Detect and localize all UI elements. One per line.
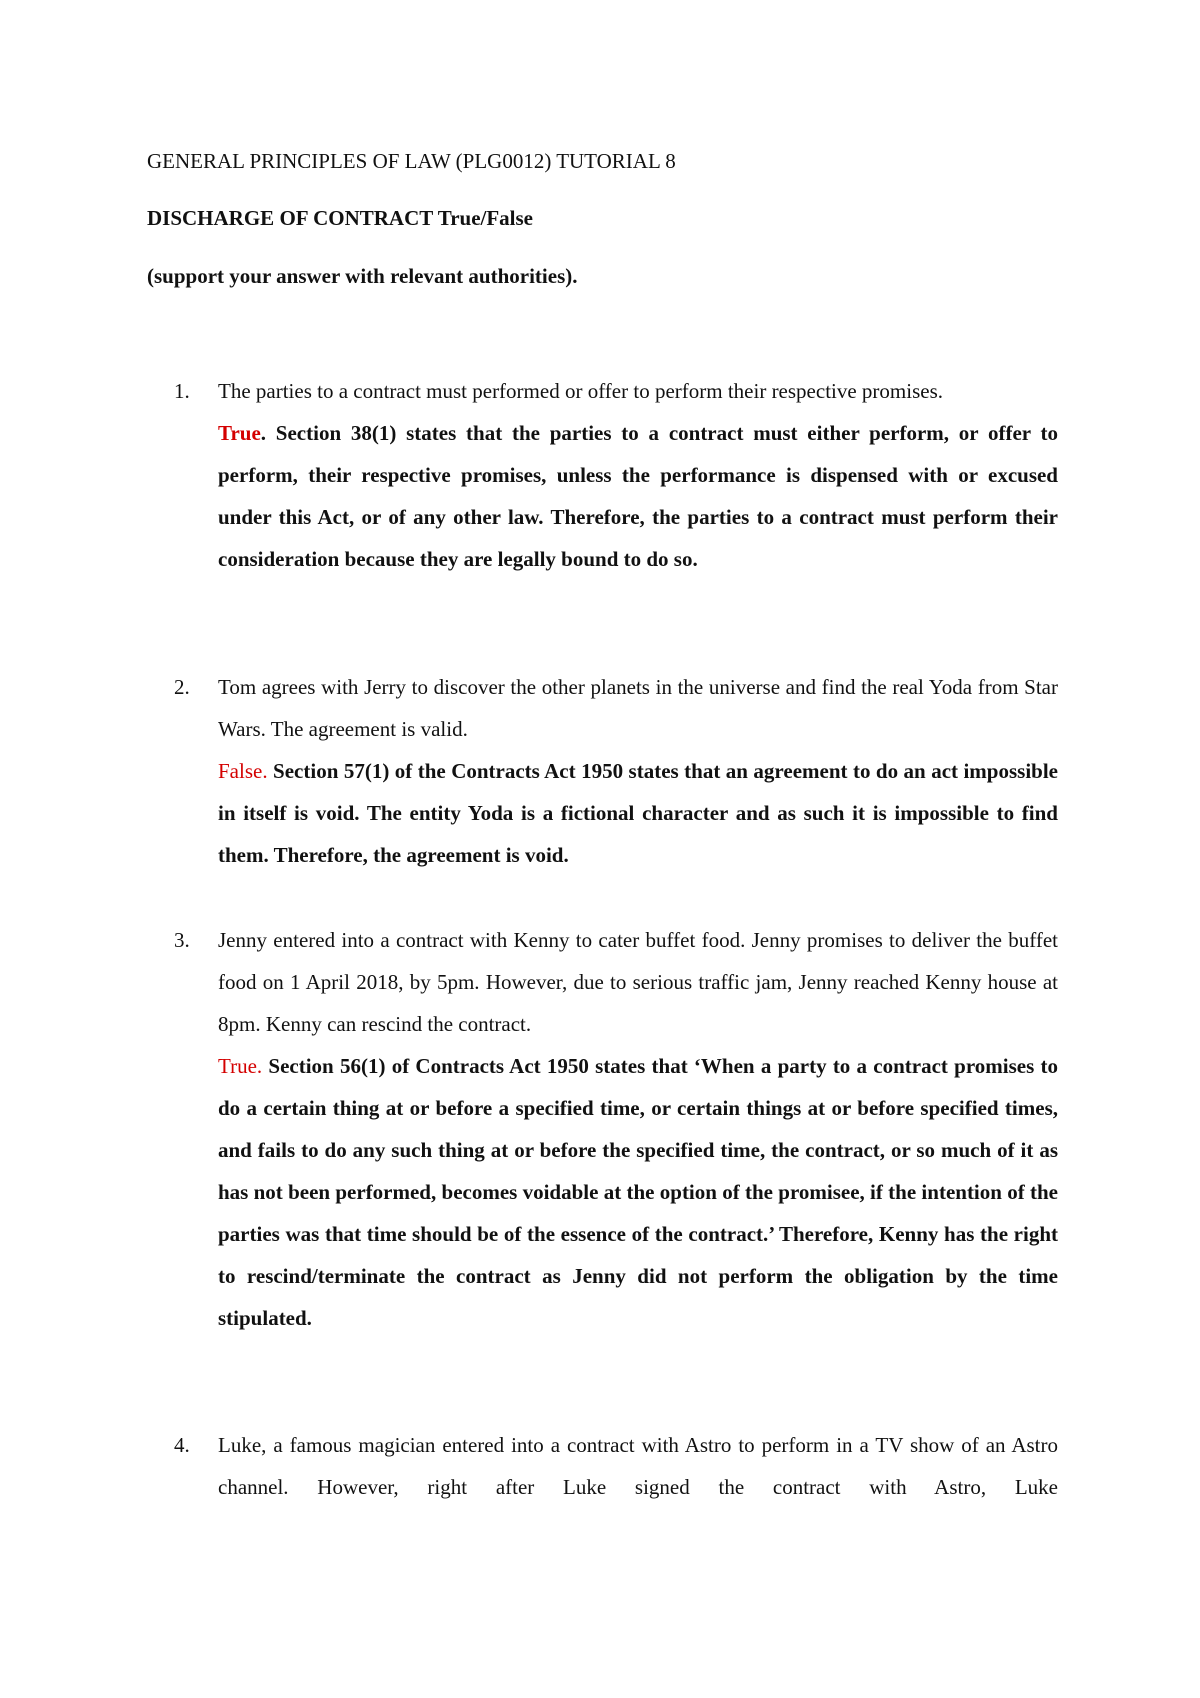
item-number: 2. — [174, 675, 190, 699]
document-title: GENERAL PRINCIPLES OF LAW (PLG0012) TUTORIAL 8 — [147, 149, 676, 173]
item-question: Luke, a famous magician entered into a contract with Astro to perform in a TV show of an Astro channel. However, right after Luke signed the contract with Astro, Luke — [218, 1433, 1058, 1499]
item-question: Tom agrees with Jerry to discover the other planets in the universe and find the real Yoda from Star Wars. The agreement is valid. — [218, 675, 1058, 741]
item-number: 3. — [174, 928, 190, 952]
list-item-2 — [174, 666, 1058, 876]
item-number: 1. — [174, 379, 190, 403]
document-subtitle: DISCHARGE OF CONTRACT True/False — [147, 206, 533, 230]
item-answer — [218, 412, 1058, 580]
document-instruction: (support your answer with relevant authorities). — [147, 264, 578, 288]
item-question: The parties to a contract must performed or offer to perform their respective promises. — [218, 379, 944, 403]
item-answer — [218, 750, 1058, 876]
item-number: 4. — [174, 1433, 190, 1457]
item-answer — [218, 1045, 1058, 1339]
list-item-4 — [174, 1424, 1058, 1508]
item-verdict: True — [218, 421, 261, 445]
item-answer-text: . Section 38(1) states that the parties to a contract must either perform, or offer to perform, their respective promises, unless the performance is dispensed with or excused under this Act, or of any other law. Therefore, the parties to a contract must perform their consideration because they are legally bound to do so. — [218, 421, 1058, 571]
list-item-1 — [174, 370, 1058, 580]
item-question: Jenny entered into a contract with Kenny to cater buffet food. Jenny promises to deliver the buffet food on 1 April 2018, by 5pm. However, due to serious traffic jam, Jenny reached Kenny house at 8pm. Kenny can rescind the contract. — [218, 928, 1058, 1036]
item-answer-text: Section 57(1) of the Contracts Act 1950 states that an agreement to do an act impossible in itself is void. The entity Yoda is a fictional character and as such it is impossible to find them. Therefore, the agreement is void. — [218, 759, 1058, 867]
item-verdict: True. — [218, 1054, 263, 1078]
item-verdict: False. — [218, 759, 268, 783]
list-item-3 — [174, 919, 1059, 1339]
item-answer-text: Section 56(1) of Contracts Act 1950 states that ‘When a party to a contract promises to do a certain thing at or before a specified time, or certain things at or before specified times, and fails to do any such thing at or before the specified time, the contract, or so much of it as has not been performed, becomes voidable at the option of the promisee, if the intention of the parties was that time should be of the essence of the contract.’ Therefore, Kenny has the right to rescind/terminate the contract as Jenny did not perform the obligation by the time stipulated. — [218, 1054, 1059, 1330]
